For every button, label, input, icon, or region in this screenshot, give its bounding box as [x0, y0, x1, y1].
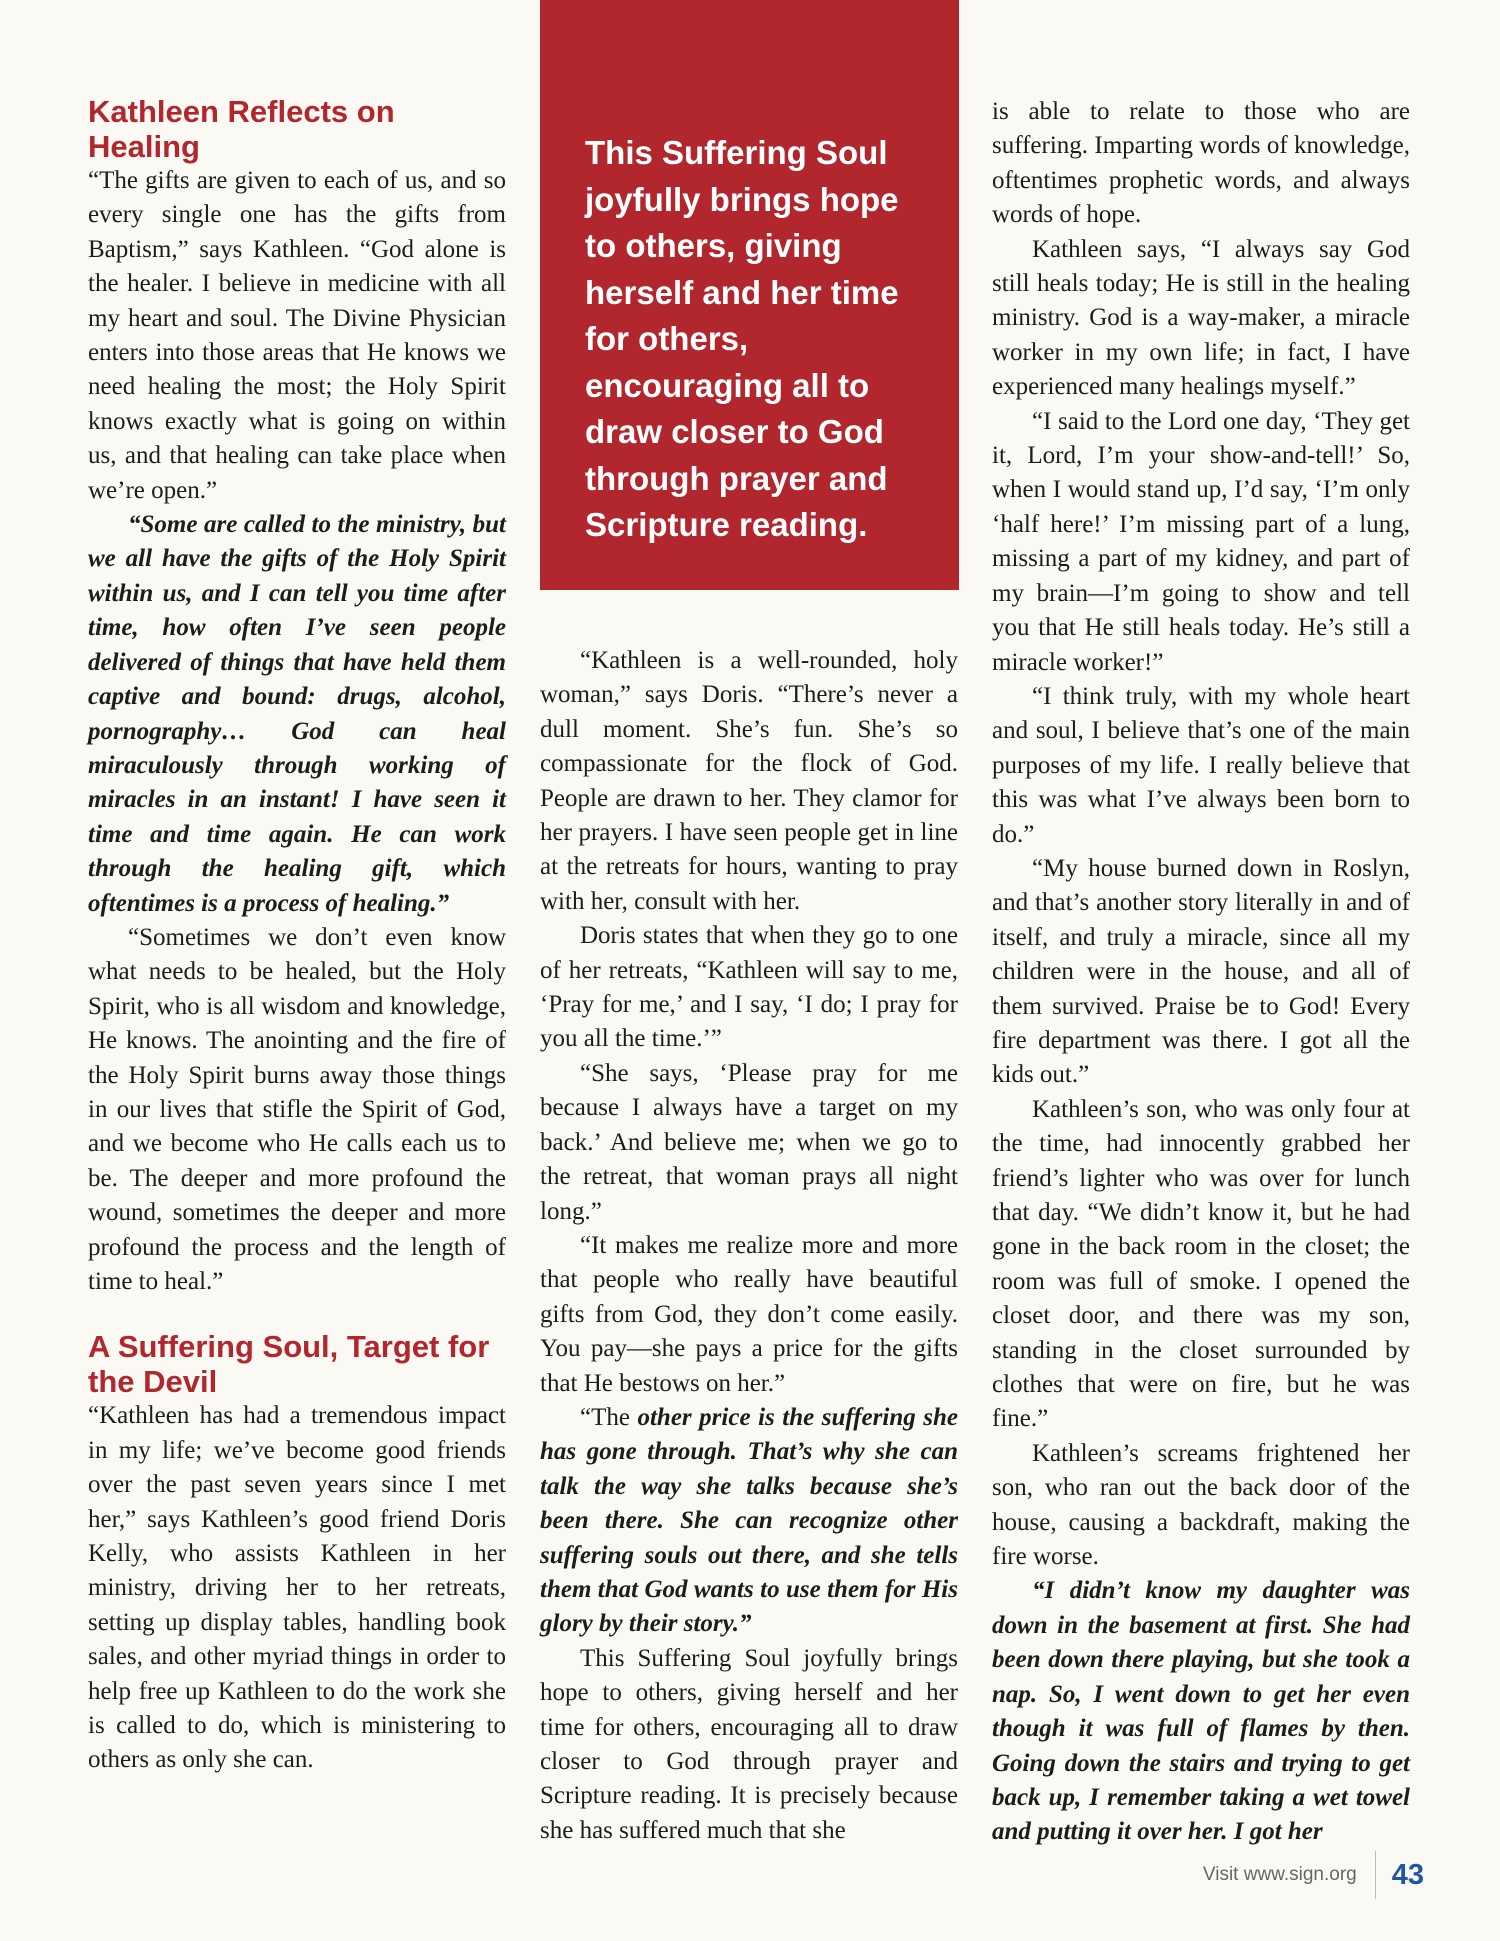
footer-divider: [1375, 1851, 1376, 1899]
body-paragraph: Doris states that when they go to one of her retreats, “Kathleen will say to me, ‘Pray for me,’ and I say, ‘I do; I pray for you all the time.’”: [540, 922, 958, 1053]
body-paragraph: Kathleen’s screams frightened her son, who ran out the back door of the house, causing a backdraft, making the fire worse.: [992, 1439, 1410, 1571]
body-paragraph: “Kathleen is a well-rounded, holy woman,” says Doris. “There’s never a dull moment. She’s fun. She’s so compassionate for the flock of God. People are drawn to her. They clamor for her prayers. I have seen people get in line at the retreats for hours, wanting to pray with her, consult with her.: [540, 647, 958, 915]
column-2: [540, 644, 958, 1848]
mixed-emphasis-text: other price is the suffering she has gone through. That’s why she can talk the way she talks because she’s been there. She can recognize other suffering souls out there, and she tells them that God wants to use them for His glory by their story.”: [540, 1403, 958, 1638]
mixed-lead-text: “The: [580, 1403, 638, 1431]
page-number: 43: [1391, 1858, 1424, 1891]
page-footer: [1203, 1851, 1424, 1899]
body-paragraph: Kathleen’s son, who was only four at the time, had innocently grabbed her friend’s lighter who was over for lunch that day. “We didn’t know it, but he had gone in the back room in the closet; the room was full of smoke. I opened the closet door, and there was my son, standing in the closet surrounded by clothes that were on fire, but he was fine.”: [992, 1095, 1410, 1433]
footer-website-link[interactable]: Visit www.sign.org: [1202, 1864, 1357, 1885]
body-paragraph: is able to relate to those who are suffering. Imparting words of knowledge, oftentimes prophetic words, and always words of hope.: [992, 98, 1410, 229]
body-paragraph: “I said to the Lord one day, ‘They get it, Lord, I’m your show-and-tell!’ So, when I would stand up, I’d say, ‘I’m only ‘half here!’ I’m missing part of a lung, missing a part of my kidney, and part of my brain—I’m going to show and tell you that He still heals today. He’s still a miracle worker!”: [992, 407, 1410, 676]
pull-quote-text: This Suffering Soul joyfully brings hope to others, giving herself and her time for others, encouraging all to draw closer to God through prayer and Scripture reading.: [585, 134, 899, 543]
body-paragraph: Kathleen says, “I always say God still heals today; He is still in the healing ministry. God is a way-maker, a miracle worker in my own life; in fact, I have experienced many healings myself.”: [992, 235, 1410, 401]
body-paragraph-emphasis: “I didn’t know my daughter was down in the basement at first. She had been down there playing, but she took a nap. So, I went down to get her even though it was full of flames by then. Going down the stairs and trying to get back up, I remember taking a wet towel and putting it over her. I got her: [992, 1577, 1410, 1846]
body-paragraph: This Suffering Soul joyfully brings hope to others, giving herself and her time for others, encouraging all to draw closer to God through prayer and Scripture reading. It is precisely because she has suffered much that she: [540, 1644, 958, 1844]
body-paragraph-mixed: [540, 1401, 958, 1642]
body-paragraph: “My house burned down in Roslyn, and that’s another story literally in and of itself, and truly a miracle, since all my children were in the house, and all of them survived. Praise be to God! Every fire department was there. I got all the kids out.”: [992, 854, 1410, 1089]
body-paragraph: “Sometimes we don’t even know what needs to be healed, but the Holy Spirit, who is all wisdom and knowledge, He knows. The anointing and the fire of the Holy Spirit burns away those things in our lives that stifle the Spirit of God, and we become who He calls each us to be. The deeper and more profound the wound, sometimes the deeper and more profound the process and the length of time to heal.”: [88, 923, 506, 1295]
pull-quote-box: [540, 0, 959, 590]
body-paragraph: “It makes me realize more and more that people who really have beautiful gifts from God, they don’t come easily. You pay—she pays a price for the gifts that He bestows on her.”: [540, 1231, 958, 1397]
body-paragraph: “Kathleen has had a tremendous impact in my life; we’ve become good friends over the past seven years since I met her,” says Kathleen’s good friend Doris Kelly, who assists Kathleen in her ministry, driving her to her retreats, setting up display tables, handling book sales, and other myriad things in order to help free up Kathleen to do the work she is called to do, which is ministering to others as only she can.: [88, 1402, 506, 1774]
body-paragraph: “The gifts are given to each of us, and so every single one has the gifts from Baptism,” says Kathleen. “God alone is the healer. I believe in medicine with all my heart and soul. The Divine Physician enters into those areas that He knows we need healing the most; the Holy Spirit knows exactly what is going on within us, and that healing can take place when we’re open.”: [88, 167, 506, 504]
body-paragraph: “I think truly, with my whole heart and soul, I believe that’s one of the main purposes of my life. I really believe that this was what I’ve always been born to do.”: [992, 682, 1410, 848]
section-heading-healing: Kathleen Reflects on Healing: [88, 94, 395, 164]
body-paragraph-emphasis: “Some are called to the ministry, but we all have the gifts of the Holy Spirit within us, and I can tell you time after time, how often I’ve seen people delivered of things that have held them captive and bound: drugs, alcohol, pornography… God can heal miraculously through working of miracles in an instant! I have seen it time and time again. He can work through the healing gift, which oftentimes is a process of healing.”: [88, 511, 506, 917]
body-paragraph: “She says, ‘Please pray for me because I always have a target on my back.’ And believe me; when we go to the retreat, that woman prays all night long.”: [540, 1059, 958, 1225]
section-heading-suffering-soul: A Suffering Soul, Target for the Devil: [88, 1329, 490, 1400]
column-1: [88, 94, 506, 1778]
column-3: [992, 95, 1410, 1850]
